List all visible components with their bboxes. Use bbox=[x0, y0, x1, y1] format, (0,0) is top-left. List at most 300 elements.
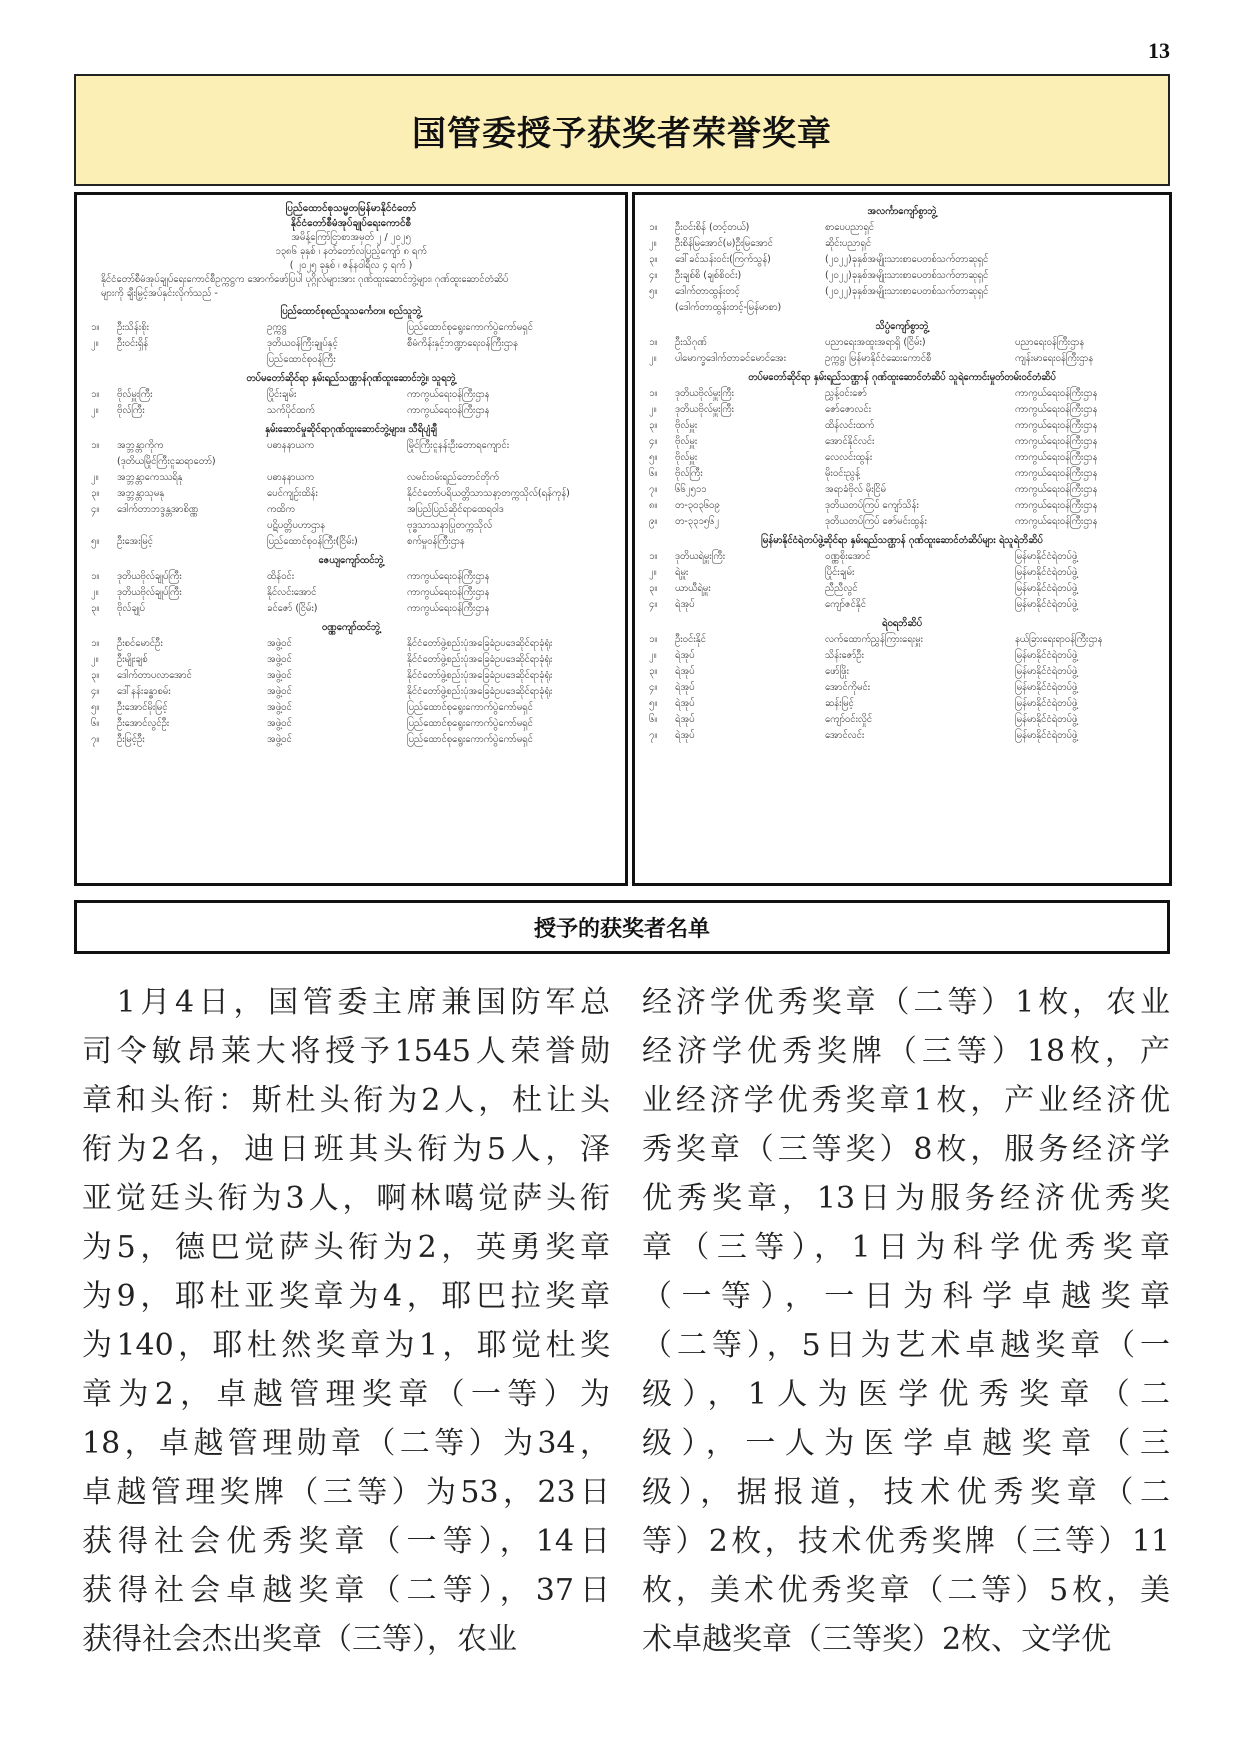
honoree-rank: အဘ္ဘန္တာသုမနု bbox=[117, 488, 165, 499]
row-number bbox=[91, 518, 117, 534]
honoree-name: ဒုတိယဝန်ကြီးချုပ်နှင့် bbox=[267, 338, 338, 349]
honoree-row bbox=[91, 652, 611, 668]
honoree-rank: ရဲအုပ် bbox=[675, 650, 695, 661]
honoree-rank: (ဒေါက်တာထွန်းတင့်-မြန်မာစာ) bbox=[675, 302, 782, 313]
body-text-line: 1月4日，国管委主席兼国防军总 bbox=[82, 985, 610, 1020]
honoree-name: အဖွဲ့ဝင် bbox=[267, 638, 292, 649]
honoree-rank: ဒုတိယဗိုလ်ချုပ်ကြီး bbox=[117, 587, 182, 598]
honoree-name: လေလင်းထွန်း bbox=[825, 452, 873, 463]
body-text-line: 级），1人为医学优秀奖章（二 bbox=[642, 1377, 1170, 1412]
body-text-line: 亚觉廷头衔为3人，啊林噶觉萨头衔 bbox=[82, 1181, 610, 1216]
honoree-name: ဒုတိယတပ်ကြပ် ကျော်သိန်း bbox=[825, 500, 919, 511]
honoree-rank: ဒေါက်တာထွန်းတင့် bbox=[675, 286, 740, 297]
row-number: ၄။ bbox=[649, 270, 658, 281]
honoree-department bbox=[407, 352, 611, 368]
honoree-row bbox=[91, 438, 611, 454]
honoree-row bbox=[649, 597, 1155, 613]
honoree-rank bbox=[117, 352, 267, 368]
page-title: 国管委授予获奖者荣誉奖章 bbox=[412, 113, 832, 154]
honoree-row bbox=[91, 403, 611, 419]
row-number: ၁။ bbox=[649, 222, 658, 233]
honoree-rank: တ-၃၀၃၆၀၉ bbox=[675, 500, 720, 511]
row-number: ၃။ bbox=[649, 420, 658, 431]
honoree-name: စာပေပညာရှင် bbox=[825, 222, 875, 233]
body-text-line: 章为2，卓越管理奖章（一等）为 bbox=[82, 1377, 610, 1412]
honoree-rank: ဗိုလ်မှူး bbox=[675, 452, 698, 463]
row-number: ၁။ bbox=[91, 322, 100, 333]
body-text-line: 业经济学优秀奖章1枚，产业经济优 bbox=[642, 1083, 1170, 1118]
honoree-name: နိုင်လင်းအောင် bbox=[267, 587, 317, 598]
honoree-row bbox=[649, 514, 1155, 530]
section-heading: တပ်မတော်ဆိုင်ရာ နှမ်းရည်သဏ္ဌာန်ဂုဏ်ထူးဆောင်ဘွဲ့။ သူရဘွဲ့ bbox=[246, 373, 456, 384]
honoree-name: ပြိုင်းချမ်း bbox=[267, 389, 297, 400]
honoree-row bbox=[649, 648, 1155, 664]
honoree-row bbox=[649, 335, 1155, 351]
honoree-department: ကျန်းမာရေးဝန်ကြီးဌာန bbox=[1015, 353, 1094, 364]
honoree-name: ပြည်ထောင်စုဝန်ကြီး bbox=[267, 354, 336, 365]
honoree-row bbox=[91, 486, 611, 502]
document-header-line: ပြည်ထောင်စုသမ္မတမြန်မာနိုင်ငံတော် bbox=[285, 203, 417, 214]
row-number: ၆။ bbox=[649, 714, 658, 725]
honoree-name: မိုးဝင်းညွန့် bbox=[825, 468, 860, 479]
body-text-line: 枚，美术优秀奖章（二等）5枚，美 bbox=[642, 1573, 1170, 1608]
row-number: ၂။ bbox=[649, 404, 657, 415]
honoree-rank: ဦးမျိုးချစ် bbox=[117, 654, 148, 665]
honoree-department: မြန်မာနိုင်ငံရဲတပ်ဖွဲ့ bbox=[1015, 698, 1078, 709]
honoree-department: မြန်မာနိုင်ငံရဲတပ်ဖွဲ့ bbox=[1015, 583, 1078, 594]
honoree-row bbox=[91, 585, 611, 601]
row-number: ၇။ bbox=[649, 730, 658, 741]
row-number: ၃။ bbox=[91, 603, 100, 614]
row-number bbox=[91, 454, 117, 470]
honoree-name: (၂၀၂၂)ခုနှစ်အမျိုးသားစာပေတစ်သက်တာဆုရှင် bbox=[825, 286, 989, 297]
honoree-name: အဖွဲ့ဝင် bbox=[267, 702, 292, 713]
body-text-line: （一等），一日为科学卓越奖章 bbox=[642, 1279, 1170, 1314]
honoree-department: လမင်းဝမ်းရည်တောင်တိုက် bbox=[407, 472, 499, 483]
honoree-rank: ဒုတိယဗိုလ်မှူးကြီး bbox=[675, 388, 734, 399]
row-number: ၁။ bbox=[91, 440, 100, 451]
body-text-line: 为140，耶杜然奖章为1，耶觉杜奖 bbox=[82, 1328, 610, 1363]
row-number: ၂။ bbox=[91, 405, 99, 416]
honoree-name: ဆန်းမြင့် bbox=[825, 698, 854, 709]
section-heading: သိပ္ပံကျော်စွာဘွဲ့ bbox=[875, 321, 929, 332]
honoree-rank: ဦးစင်မောင်ဦး bbox=[117, 638, 163, 649]
honoree-department: ကာကွယ်ရေးဝန်ကြီးဌာန bbox=[407, 587, 490, 598]
honoree-department: ပညာရေးဝန်ကြီးဌာန bbox=[1015, 337, 1085, 348]
body-text-line: 级），一人为医学卓越奖章（三 bbox=[642, 1426, 1170, 1461]
honoree-row bbox=[91, 502, 611, 518]
honoree-row bbox=[649, 220, 1155, 236]
honoree-rank: ဒေါက်တာပလာအောင် bbox=[117, 670, 192, 681]
honoree-department bbox=[407, 454, 611, 470]
honoree-name: ပေင်ကျဉ်းထိန်း bbox=[267, 488, 318, 499]
row-number: ၂။ bbox=[91, 654, 99, 665]
section-heading: နှမ်းဆောင်မှုဆိုင်ရာဂုဏ်ထူးဆောင်ဘွဲ့များ။ သီရိပျံချီ bbox=[265, 424, 437, 435]
honoree-department: မြန်မာနိုင်ငံရဲတပ်ဖွဲ့ bbox=[1015, 666, 1078, 677]
honoree-name: အောင်နိုင်လင်း bbox=[825, 436, 875, 447]
body-text-line: 获得社会优秀奖章（一等），14日 bbox=[82, 1524, 610, 1559]
body-text-line: 衔为2名，迪日班其头衔为5人，泽 bbox=[82, 1132, 610, 1167]
honoree-rank: ဒုတိယဗိုလ်ချုပ်ကြီး bbox=[117, 571, 182, 582]
row-number: ၄။ bbox=[649, 436, 658, 447]
honoree-rank: ဦးဝင်းနိုင် bbox=[675, 634, 706, 645]
honoree-row bbox=[91, 387, 611, 403]
honoree-name: ဝဏ္ဏစိုးအောင် bbox=[825, 551, 871, 562]
honoree-name: ဆိုင်းပညာရှင် bbox=[825, 238, 872, 249]
honoree-row bbox=[91, 336, 611, 352]
honoree-rank: ဗိုလ်မှူးကြီး bbox=[117, 389, 153, 400]
honoree-department: ကာကွယ်ရေးဝန်ကြီးဌာန bbox=[1015, 516, 1098, 527]
honoree-row bbox=[649, 581, 1155, 597]
honoree-department: နိုင်ငံတော်ဖွဲ့စည်းပုံအခြေခံဥပဒေဆိုင်ရာခုံရုံး bbox=[407, 638, 553, 649]
row-number: ၅။ bbox=[649, 698, 658, 709]
body-text-line: 获得社会杰出奖章（三等），农业 bbox=[82, 1622, 517, 1657]
row-number: ၃။ bbox=[649, 666, 658, 677]
article-column-left bbox=[82, 978, 610, 1664]
row-number: ၅။ bbox=[649, 286, 658, 297]
row-number: ၁။ bbox=[649, 337, 658, 348]
body-text-line: 优秀奖章，13日为服务经济优秀奖 bbox=[642, 1181, 1170, 1216]
honoree-rank: ရဲမှူး bbox=[675, 567, 689, 578]
honoree-department: ပြည်ထောင်စုရွေးကောက်ပွဲကော်မရှင် bbox=[407, 322, 533, 333]
honoree-row bbox=[91, 352, 611, 368]
row-number: ၁။ bbox=[91, 638, 100, 649]
honoree-rank: ဒေါ်ခင်သန်းဝင်း(ကြက်သွန်) bbox=[675, 254, 771, 265]
honoree-rank: အဘ္ဘန္တာကိုက bbox=[117, 440, 164, 451]
honoree-rank: ဗိုလ်မှူး bbox=[675, 436, 698, 447]
document-header-line: နိုင်ငံတော်စီမံအုပ်ချုပ်ရေးကောင်စီ bbox=[290, 218, 412, 229]
document-order-line: ( ၂၀၂၅ ခုနှစ် ၊ ဇန်နဝါရီလ ၄ ရက် ) bbox=[289, 260, 413, 271]
honoree-department: မြန်မာနိုင်ငံရဲတပ်ဖွဲ့ bbox=[1015, 599, 1078, 610]
row-number: ၁။ bbox=[649, 634, 658, 645]
row-number: ၇။ bbox=[649, 484, 658, 495]
image-caption: 授予的获奖者名单 bbox=[533, 916, 710, 942]
honoree-department: ကာကွယ်ရေးဝန်ကြီးဌာန bbox=[1015, 388, 1098, 399]
document-order-line: ၁၃၈၆ ခုနှစ် ၊ နတ်တော်လပြည့်ကျော် ၈ ရက် bbox=[275, 246, 427, 257]
honoree-row bbox=[649, 632, 1155, 648]
honoree-row bbox=[91, 636, 611, 652]
honoree-department: နိုင်ငံတော်ဖွဲ့စည်းပုံအခြေခံဥပဒေဆိုင်ရာခုံရုံး bbox=[407, 686, 553, 697]
row-number: ၄။ bbox=[91, 504, 100, 515]
honoree-rank: ဗိုလ်မှူး bbox=[675, 420, 698, 431]
honoree-department: မြန်မာနိုင်ငံရဲတပ်ဖွဲ့ bbox=[1015, 551, 1078, 562]
row-number: ၁။ bbox=[91, 571, 100, 582]
honoree-name: အဖွဲ့ဝင် bbox=[267, 718, 292, 729]
scanned-document-right bbox=[632, 192, 1172, 886]
honoree-rank: ဦးအောင်လွင်ဦး bbox=[117, 718, 170, 729]
honoree-department: စက်မှုဝန်ကြီးဌာန bbox=[407, 536, 465, 547]
honoree-name: ဖော်ဖြိုး bbox=[825, 666, 849, 677]
honoree-row bbox=[649, 402, 1155, 418]
honoree-row bbox=[649, 696, 1155, 712]
honoree-row bbox=[91, 700, 611, 716]
row-number: ၆။ bbox=[91, 718, 100, 729]
row-number: ၂။ bbox=[91, 338, 99, 349]
honoree-department: မြန်မာနိုင်ငံရဲတပ်ဖွဲ့ bbox=[1015, 650, 1078, 661]
honoree-name: သက်ပိုင်ထက် bbox=[267, 405, 315, 416]
section-heading: ပြည်ထောင်စုစည်သူသင်္ကေတ။ စည်သူဘွဲ့ bbox=[280, 306, 422, 317]
document-paragraph-line: နိုင်ငံတော်စီမံအုပ်ချုပ်ရေးကောင်စီဥက္ကဋ္ဌက အောက်ဖော်ပြပါ ပုဂ္ဂိုလ်များအား ဂုဏ်ထူးဆောင်ဘွဲ့များ၊ ဂုဏ်ထူးဆောင်တံဆိပ် bbox=[101, 274, 509, 285]
honoree-row bbox=[649, 728, 1155, 744]
honoree-row bbox=[649, 252, 1155, 268]
scanned-document-left bbox=[74, 192, 628, 886]
body-text-line: 18，卓越管理勋章（二等）为34， bbox=[82, 1426, 610, 1461]
honoree-rank: ဦးစိန်မြအောင်(မ)ဦးမြအောင် bbox=[675, 238, 773, 249]
honoree-name: အဖွဲ့ဝင် bbox=[267, 686, 292, 697]
honoree-department: ပြည်ထောင်စုရွေးကောက်ပွဲကော်မရှင် bbox=[407, 718, 533, 729]
honoree-rank: ဗိုလ်ကြီး bbox=[675, 468, 703, 479]
honoree-row bbox=[91, 732, 611, 748]
row-number: ၄။ bbox=[649, 682, 658, 693]
honoree-row bbox=[91, 470, 611, 486]
honoree-department: ဗုဒ္ဓသာသနာပြုတက္ကသိုလ် bbox=[407, 520, 493, 531]
honoree-name: ဇော်ဇောလင်း bbox=[825, 404, 872, 415]
honoree-row bbox=[649, 418, 1155, 434]
honoree-name: အဖွဲ့ဝင် bbox=[267, 670, 292, 681]
honoree-name: အောင်လင်း bbox=[825, 730, 865, 741]
row-number: ၁။ bbox=[649, 388, 658, 399]
body-text-line: 章和头衔：斯杜头衔为2人，杜让头 bbox=[82, 1083, 610, 1118]
honoree-department: မြန်မာနိုင်ငံရဲတပ်ဖွဲ့ bbox=[1015, 682, 1078, 693]
row-number: ၁။ bbox=[649, 551, 658, 562]
article-column-right bbox=[642, 978, 1170, 1664]
honoree-department: မြိုင်ကြီးငူနန်းဦးတောရကျောင်း bbox=[407, 440, 510, 451]
honoree-name: ပြည်ထောင်စုဝန်ကြီး(ငြိမ်း) bbox=[267, 536, 358, 547]
honoree-department: နိုင်ငံတော်ဖွဲ့စည်းပုံအခြေခံဥပဒေဆိုင်ရာခုံရုံး bbox=[407, 670, 553, 681]
honoree-name: လက်ထောက်ညွှန်ကြားရေးမှူး bbox=[825, 634, 923, 645]
honoree-rank: ရဲအုပ် bbox=[675, 714, 695, 725]
honoree-name: ဥက္ကဋ္ဌ၊ မြန်မာနိုင်ငံဆေးကောင်စီ bbox=[825, 353, 932, 364]
row-number: ၅။ bbox=[649, 452, 658, 463]
honoree-rank: ဦးသိန်းစိုး bbox=[117, 322, 149, 333]
honoree-row bbox=[91, 569, 611, 585]
honoree-row bbox=[649, 498, 1155, 514]
honoree-row bbox=[91, 716, 611, 732]
honoree-department bbox=[1015, 268, 1155, 284]
honoree-rank: ဦးအေးမြင့် bbox=[117, 536, 153, 547]
honoree-department: မြန်မာနိုင်ငံရဲတပ်ဖွဲ့ bbox=[1015, 714, 1078, 725]
honoree-rank: ရဲအုပ် bbox=[675, 599, 695, 610]
honoree-rank: ဦးမြင့်ဦး bbox=[117, 734, 145, 745]
title-banner bbox=[74, 74, 1170, 186]
honoree-department: အပြည်ပြည်ဆိုင်ရာထေရဝါဒ bbox=[407, 504, 504, 515]
row-number: ၃။ bbox=[649, 583, 658, 594]
document-order-line: အမိန့်ကြော်ငြာစာအမှတ် ၂ / ၂၀၂၅ bbox=[291, 232, 411, 243]
honoree-name: ကျော်ဇင်နိုင် bbox=[825, 599, 866, 610]
row-number bbox=[91, 352, 117, 368]
honoree-name: အရာခံဗိုလ် မိုးငြိမ် bbox=[825, 484, 886, 495]
honoree-department: ကာကွယ်ရေးဝန်ကြီးဌာန bbox=[1015, 404, 1098, 415]
honoree-rank: ဗိုလ်ကြီး bbox=[117, 405, 145, 416]
honoree-department: နိုင်ငံတော်ဖွဲ့စည်းပုံအခြေခံဥပဒေဆိုင်ရာခုံရုံး bbox=[407, 654, 553, 665]
body-text-line: 章（三等），1日为科学优秀奖章 bbox=[642, 1230, 1170, 1265]
honoree-name bbox=[267, 454, 407, 470]
section-heading: မြန်မာနိုင်ငံရဲတပ်ဖွဲ့ဆိုင်ရာ နှမ်းရည်သဏ္ဌာန် ဂုဏ်ထူးဆောင်တံဆိပ်များ ရဲသူရဲဘိဆိပ် bbox=[761, 535, 1043, 546]
honoree-name: ကထိက bbox=[267, 504, 295, 515]
honoree-department bbox=[1015, 284, 1155, 300]
honoree-rank: ဒုတိယဗိုလ်မှူးကြီး bbox=[675, 404, 734, 415]
honoree-rank: ရဲအုပ် bbox=[675, 730, 695, 741]
body-text-line: 获得社会卓越奖章（二等），37日 bbox=[82, 1573, 610, 1608]
body-text-line: 经济学优秀奖牌（三等）18枚，产 bbox=[642, 1034, 1170, 1069]
honoree-rank: ဗိုလ်ချုပ် bbox=[117, 603, 145, 614]
honoree-department bbox=[1015, 300, 1155, 316]
honoree-row bbox=[649, 284, 1155, 300]
honoree-row bbox=[91, 601, 611, 617]
row-number: ၂။ bbox=[91, 472, 99, 483]
row-number: ၄။ bbox=[649, 599, 658, 610]
honoree-rank: ဦးချစ်စိ (ချစ်စိဝင်း) bbox=[675, 270, 742, 281]
body-text-line: 级），据报道，技术优秀奖章（二 bbox=[642, 1475, 1170, 1510]
honoree-rank: တ-၃၃၁၅၆၂ bbox=[675, 516, 720, 527]
honoree-row bbox=[91, 668, 611, 684]
body-text-line: 秀奖章（三等奖）8枚，服务经济学 bbox=[642, 1132, 1170, 1167]
honoree-row bbox=[91, 684, 611, 700]
row-number: ၉။ bbox=[649, 516, 658, 527]
honoree-name: ထိန်လင်းထက် bbox=[825, 420, 875, 431]
honoree-name: အဖွဲ့ဝင် bbox=[267, 654, 292, 665]
honoree-name: ခင်ဇော် (ငြိမ်း) bbox=[267, 603, 318, 614]
honoree-name: (၂၀၂၂)ခုနှစ်အမျိုးသားစာပေတစ်သက်တာဆုရှင် bbox=[825, 270, 989, 281]
honoree-department: ကာကွယ်ရေးဝန်ကြီးဌာန bbox=[407, 603, 490, 614]
honoree-row bbox=[649, 268, 1155, 284]
honoree-row bbox=[649, 351, 1155, 367]
row-number: ၅။ bbox=[91, 536, 100, 547]
honoree-department: ပြည်ထောင်စုရွေးကောက်ပွဲကော်မရှင် bbox=[407, 734, 533, 745]
honoree-rank: ပါမောက္ခဒေါက်တာခင်မောင်အေး bbox=[675, 353, 786, 364]
honoree-rank: ဒုတိယရဲမှူးကြီး bbox=[675, 551, 726, 562]
row-number: ၂။ bbox=[649, 567, 657, 578]
honoree-name: အဖွဲ့ဝင် bbox=[267, 734, 292, 745]
honoree-name: ပြိုင်းချမ်း bbox=[825, 567, 855, 578]
body-text-line: 卓越管理奖牌（三等）为53，23日 bbox=[82, 1475, 610, 1510]
honoree-department: ကာကွယ်ရေးဝန်ကြီးဌာန bbox=[1015, 484, 1098, 495]
honoree-row bbox=[91, 534, 611, 550]
body-text-line: 等）2枚，技术优秀奖牌（三等）11 bbox=[642, 1524, 1170, 1559]
body-text-line: 术卓越奖章（三等奖）2枚、文学优 bbox=[642, 1622, 1112, 1657]
honoree-name: အောင်ကိုမင်း bbox=[825, 682, 871, 693]
honoree-department: စီမံကိန်းနှင့်ဘဏ္ဍာရေးဝန်ကြီးဌာန bbox=[407, 338, 518, 349]
row-number: ၂။ bbox=[649, 650, 657, 661]
honoree-name: ညွှန့်ဝင်းဇော် bbox=[825, 388, 867, 399]
honoree-department: ကာကွယ်ရေးဝန်ကြီးဌာန bbox=[1015, 436, 1098, 447]
honoree-name: ကျော်ဝင်းလှိုင် bbox=[825, 714, 873, 725]
honoree-row bbox=[91, 454, 611, 470]
honoree-rank: ၆၆၂၅၁၁ bbox=[675, 484, 707, 495]
honoree-name: ထိန်ဝင်း bbox=[267, 571, 295, 582]
honoree-row bbox=[649, 482, 1155, 498]
honoree-name bbox=[825, 300, 1015, 316]
honoree-rank: ဦးဝင်းစိန် (တင့်တယ်) bbox=[675, 222, 750, 233]
row-number: ၃။ bbox=[91, 670, 100, 681]
honoree-department: ကာကွယ်ရေးဝန်ကြီးဌာန bbox=[1015, 468, 1098, 479]
honoree-department: ကာကွယ်ရေးဝန်ကြီးဌာန bbox=[407, 389, 490, 400]
honoree-department: ကာကွယ်ရေးဝန်ကြီးဌာန bbox=[1015, 420, 1098, 431]
row-number: ၅။ bbox=[91, 702, 100, 713]
honoree-name: ပဓာနနာယက bbox=[267, 440, 314, 451]
honoree-department: နိုင်ငံတော်ပရိယတ္တိသာသနာ့တက္ကသိုလ်(ရန်ကုန်) bbox=[407, 488, 570, 499]
honoree-rank: ဦးအောင်မိုးမြင့် bbox=[117, 702, 168, 713]
row-number: ၃။ bbox=[649, 254, 658, 265]
honoree-row bbox=[649, 680, 1155, 696]
honoree-row bbox=[649, 712, 1155, 728]
section-heading: ရဲဝရဘိဆိပ် bbox=[882, 618, 922, 629]
honoree-department: ကာကွယ်ရေးဝန်ကြီးဌာန bbox=[407, 571, 490, 582]
honoree-rank: ရဲအုပ် bbox=[675, 698, 695, 709]
caption-bar bbox=[74, 900, 1170, 954]
honoree-row bbox=[649, 450, 1155, 466]
body-text-line: （二等），5日为艺术卓越奖章（一 bbox=[642, 1328, 1170, 1363]
honoree-rank: ဦးသိဂုဏ် bbox=[675, 337, 707, 348]
honoree-name: ပဓာနနာယက bbox=[267, 472, 314, 483]
honoree-name: ပဋိပတ္တိပဟာဌာန bbox=[267, 520, 326, 531]
honoree-row bbox=[91, 320, 611, 336]
honoree-rank: ဦးဝင်းရှိန် bbox=[117, 338, 149, 349]
honoree-department bbox=[1015, 236, 1155, 252]
honoree-department: မြန်မာနိုင်ငံရဲတပ်ဖွဲ့ bbox=[1015, 730, 1078, 741]
honoree-name: သိန်းဇော်ဦး bbox=[825, 650, 864, 661]
honoree-rank bbox=[117, 518, 267, 534]
honoree-row bbox=[649, 466, 1155, 482]
honoree-department: ကာကွယ်ရေးဝန်ကြီးဌာန bbox=[1015, 500, 1098, 511]
row-number: ၃။ bbox=[91, 488, 100, 499]
honoree-row bbox=[649, 386, 1155, 402]
section-heading: အလင်္ကာကျော်စွာဘွဲ့ bbox=[867, 206, 937, 217]
document-paragraph-line: များကို ချီးမြှင့်အပ်နှင်းလိုက်သည် - bbox=[101, 288, 218, 299]
section-heading: ဝဏ္ဏကျော်ထင်ဘွဲ့ bbox=[321, 622, 381, 633]
row-number: ၆။ bbox=[649, 468, 658, 479]
honoree-row bbox=[649, 236, 1155, 252]
honoree-rank: ရဲအုပ် bbox=[675, 682, 695, 693]
honoree-rank: (ဒုတိယမြိုင်ကြီးငူဆရာတော်) bbox=[117, 456, 216, 467]
honoree-rank: ယာယီရဲမှူး bbox=[675, 583, 711, 594]
body-text-line: 经济学优秀奖章（二等）1枚，农业 bbox=[642, 985, 1170, 1020]
honoree-department: နယ်ခြားရေးရာဝန်ကြီးဌာန bbox=[1015, 634, 1103, 645]
honoree-name: ဥက္ကဋ္ဌ bbox=[267, 322, 287, 333]
honoree-department: ကာကွယ်ရေးဝန်ကြီးဌာန bbox=[407, 405, 490, 416]
row-number: ၇။ bbox=[91, 734, 100, 745]
honoree-row bbox=[649, 300, 1155, 316]
honoree-rank: ဒေါ်နန်းခန္ဓာစမ်း bbox=[117, 686, 171, 697]
honoree-department bbox=[1015, 252, 1155, 268]
honoree-rank: ရဲအုပ် bbox=[675, 666, 695, 677]
body-text-line: 为9，耶杜亚奖章为4，耶巴拉奖章 bbox=[82, 1279, 610, 1314]
row-number: ၈။ bbox=[649, 500, 658, 511]
section-heading: တပ်မတော်ဆိုင်ရာ နှမ်းရည်သဏ္ဌာန် ဂုဏ်ထူးဆောင်တံဆိပ် သူရဲကောင်းမှုတ်တမ်းဝင်တံဆိပ် bbox=[748, 372, 1056, 383]
honoree-department: ကာကွယ်ရေးဝန်ကြီးဌာန bbox=[1015, 452, 1098, 463]
body-text-line: 为5，德巴觉萨头衔为2，英勇奖章 bbox=[82, 1230, 610, 1265]
honoree-name: ပညာရေးအထူးအရာရှိ (ငြိမ်း) bbox=[825, 337, 926, 348]
row-number: ၂။ bbox=[91, 587, 99, 598]
row-number: ၄။ bbox=[91, 686, 100, 697]
honoree-rank: အဘ္ဘန္တာကေဿရိနု bbox=[117, 472, 183, 483]
body-text-line: 司令敏昂莱大将授予1545人荣誉勋 bbox=[82, 1034, 610, 1069]
honoree-row bbox=[649, 434, 1155, 450]
honoree-row bbox=[649, 565, 1155, 581]
row-number: ၂။ bbox=[649, 353, 657, 364]
page-number: 13 bbox=[1148, 38, 1170, 63]
honoree-department: မြန်မာနိုင်ငံရဲတပ်ဖွဲ့ bbox=[1015, 567, 1078, 578]
honoree-name: ညီညီလွင် bbox=[825, 583, 858, 594]
honoree-name: (၂၀၂၂)ခုနှစ်အမျိုးသားစာပေတစ်သက်တာဆုရှင် bbox=[825, 254, 989, 265]
row-number bbox=[649, 300, 675, 316]
section-heading: ဇေယျကျော်ထင်ဘွဲ့ bbox=[318, 555, 384, 566]
row-number: ၂။ bbox=[649, 238, 657, 249]
honoree-row bbox=[649, 664, 1155, 680]
honoree-name: ဒုတိယတပ်ကြပ် ဇော်မင်းထွန်း bbox=[825, 516, 927, 527]
honoree-rank: ဒေါက်တာဘဒ္ဒန္တအာစိဏ္ဏ bbox=[117, 504, 199, 515]
honoree-row bbox=[91, 518, 611, 534]
